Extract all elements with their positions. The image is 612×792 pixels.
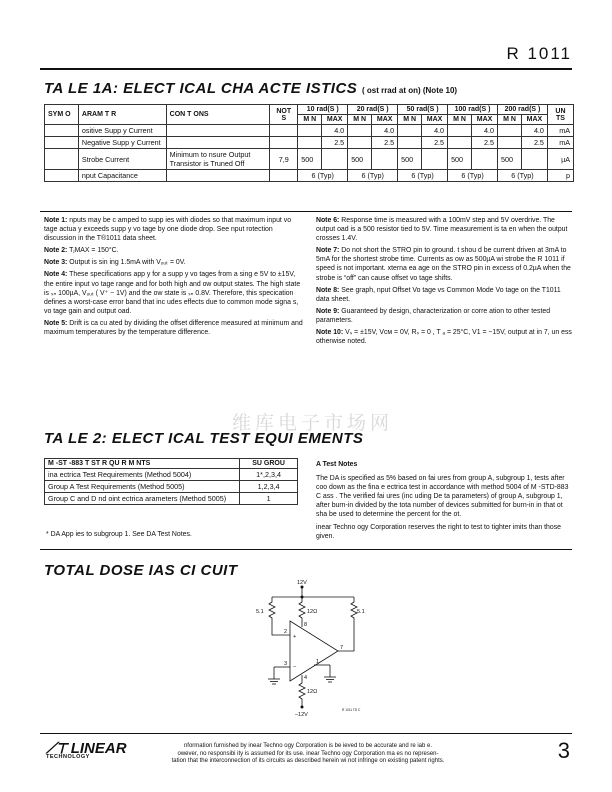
- watermark: 维库电子市场网: [232, 413, 394, 434]
- cell-val: [348, 137, 372, 149]
- note-text: See graph, nput Offset Vo tage vs Common Mode Vo tage on the T1011 data sheet.: [316, 286, 561, 303]
- note-1: [44, 216, 306, 243]
- note-10: [316, 328, 574, 346]
- note-label: Note 5:: [44, 319, 68, 327]
- cell-val: [322, 149, 348, 170]
- pin-7: 7: [340, 645, 344, 651]
- col-min: M N: [398, 115, 422, 125]
- figure-code: R 1011 TD C: [342, 708, 361, 712]
- cell-typ: 6 (Typ): [448, 170, 498, 182]
- col-group-100: 100 rad(S ): [448, 105, 498, 115]
- logo-sub: TECHNOLOGY: [46, 754, 90, 760]
- cell-val: [372, 149, 398, 170]
- cell-unit: mA: [547, 137, 573, 149]
- cell-val: 4.0: [422, 125, 448, 137]
- table1a: [44, 104, 574, 182]
- table2-title: TA LE 2: ELECT ICAL TEST EQUI EMENTS: [44, 430, 364, 447]
- note-text: Guaranteed by design, characterization or corre ation to other tested parameters.: [316, 307, 551, 324]
- table-row: [45, 469, 298, 481]
- cell-param: nput Capacitance: [78, 170, 166, 182]
- label-r-left: 5.1: [256, 609, 264, 615]
- note-label: Note 6:: [316, 217, 340, 224]
- cell-val: 2.5: [422, 137, 448, 149]
- logo-text: LINEAR: [70, 740, 127, 757]
- table1a-subtitle: ( ost rrad at on) (Note 10): [361, 86, 458, 95]
- note-label: Note 3:: [44, 259, 68, 267]
- note-2: [44, 246, 306, 255]
- cell-val: 2.5: [521, 137, 547, 149]
- cell-val: [448, 125, 472, 137]
- note-text: TⱼMAX = 150°C.: [67, 247, 119, 255]
- cell-val: [298, 125, 322, 137]
- table-row: [45, 125, 574, 137]
- cell-param: ositive Supp y Current: [78, 125, 166, 137]
- note-text: These specifications app y for a supp y vo tages from a sing e 5V to ±15V, the entire input vo tage range and for both high and ow output states. The high state is ₛₙ 100µA, Vₒᵤₜ ( V⁺ − 1V) and the ow state is ₛₙ 0.8V. Therefore, this specication defines a worst-case error band that inc udes effects due to common mode signa s, vo tage gain and output oad.: [44, 271, 301, 315]
- note-text: nputs may be c amped to supp ies with diodes so that maximum input vo tage actua y exceeds supp y vo tage by one diode drop. See nput rotection discussion in the T®1011 data sheet.: [44, 217, 292, 243]
- note-8: [316, 286, 574, 304]
- col-min: M N: [498, 115, 522, 125]
- cell-val: [521, 149, 547, 170]
- page-number: 3: [557, 738, 570, 763]
- cell-param: Negative Supp y Current: [78, 137, 166, 149]
- cell-val: [448, 137, 472, 149]
- test-notes-p1: The DA is specified as 5% based on fai ures from group A, subgroup 1, tests after coo down as the fina e ectrica test in accordance with method 5004 of M -STD-883 C ass . The verified fai ures (inc uding De ta parameters) of group A, subgroup 1, after burn-in divided by the tota number of devices submitted for burn-in in that ot sha be used to determine the percent for the ot.: [316, 475, 569, 519]
- plus-sign: +: [293, 634, 297, 640]
- label-minus-12v: –12V: [295, 712, 308, 718]
- col-group-20: 20 rad(S ): [348, 105, 398, 115]
- cell-req: Group C and D nd oint ectrica arameters (Method 5005): [45, 493, 240, 505]
- cell-notes: 7,9: [270, 149, 298, 170]
- label-r-bottom: 12Ω: [307, 689, 318, 695]
- cell-notes: [270, 137, 298, 149]
- table2: [44, 458, 298, 505]
- table2-head: [45, 459, 298, 469]
- cell-val: 4.0: [521, 125, 547, 137]
- test-notes-p2: inear Techno ogy Corporation reserves the right to test to tighter imits than those given.: [316, 523, 562, 540]
- col-group-10: 10 rad(S ): [298, 105, 348, 115]
- col-group-200: 200 rad(S ): [498, 105, 548, 115]
- note-text: Vₛ = ±15V, Vᴄᴍ = 0V, Rₛ = 0 , T ₐ = 25°C, V1 = −15V, output at in 7, un ess otherwise noted.: [316, 329, 572, 346]
- col-max: MAX: [472, 115, 498, 125]
- note-label: Note 2:: [44, 247, 68, 255]
- note-5: [44, 319, 306, 337]
- cell-val: 4.0: [322, 125, 348, 137]
- cell-param: Strobe Current: [78, 149, 166, 170]
- disclaimer: [168, 743, 448, 766]
- table2-footnote: * DA App ies to subgroup 1. See DA Test Notes.: [46, 531, 192, 538]
- col-subgroup: SU GROU: [240, 459, 298, 469]
- cell-typ: 6 (Typ): [398, 170, 448, 182]
- note-3: [44, 258, 306, 267]
- table1a-title: [44, 80, 457, 97]
- cell-val: 4.0: [472, 125, 498, 137]
- col-notes: NOT S: [270, 105, 298, 125]
- disclaimer-line: nformation furnished by inear Techno ogy Corporation is be ieved to be accurate and re iab e.: [183, 743, 433, 749]
- label-r-right: 5.1: [357, 609, 365, 615]
- cell-val: [472, 149, 498, 170]
- table-row: [45, 170, 574, 182]
- header-rule: [40, 68, 572, 70]
- cell-val: 2.5: [322, 137, 348, 149]
- cell-sub: 1*,2,3,4: [240, 469, 298, 481]
- pin-4: 4: [304, 675, 308, 681]
- test-notes: [316, 460, 574, 544]
- col-units: UN TS: [547, 105, 573, 125]
- note-text: Drift is ca cu ated by dividing the offset difference measured at minimum and maximum temperatures by the temperature difference.: [44, 319, 303, 337]
- cell-val: [498, 137, 522, 149]
- note-label: Note 9:: [316, 307, 340, 315]
- col-conditions: CON T ONS: [166, 105, 270, 125]
- cell-val: 2.5: [372, 137, 398, 149]
- col-group-50: 50 rad(S ): [398, 105, 448, 115]
- notes-divider: [40, 211, 572, 212]
- col-parameter: ARAM T R: [78, 105, 166, 125]
- note-4: [44, 270, 306, 315]
- cell-typ: 6 (Typ): [298, 170, 348, 182]
- cell-val: [398, 137, 422, 149]
- table-row: [45, 137, 574, 149]
- pin-2: 2: [284, 629, 288, 635]
- cell-val: 500: [498, 149, 522, 170]
- cell-sub: 1: [240, 493, 298, 505]
- note-label: Note 10:: [316, 329, 344, 337]
- table-row: [45, 149, 574, 170]
- disclaimer-line: owever, no responsibi ity is assumed for its use. inear Techno ogy Corporation ma es no represen-: [177, 750, 439, 757]
- table1a-head-row-1: [45, 105, 574, 115]
- part-number: R 1011: [506, 44, 572, 63]
- cell-val: [348, 125, 372, 137]
- cell-sub: 1,2,3,4: [240, 481, 298, 493]
- disclaimer-line: tation that the interconnection of its circuits as described herein wi not infringe on existing patent rights.: [171, 758, 445, 764]
- cell-unit: mA: [547, 125, 573, 137]
- col-max: MAX: [521, 115, 547, 125]
- cell-val: 4.0: [372, 125, 398, 137]
- cell-typ: 6 (Typ): [348, 170, 398, 182]
- col-requirements: M -ST -883 T ST R QU R M NTS: [45, 459, 240, 469]
- minus-sign: −: [293, 664, 297, 670]
- pin-8: 8: [304, 622, 308, 628]
- col-min: M N: [298, 115, 322, 125]
- cell-val: [422, 149, 448, 170]
- cell-val: 500: [298, 149, 322, 170]
- cell-cond: Minimum to nsure Output Transistor is Truned Off: [166, 149, 270, 170]
- col-min: M N: [448, 115, 472, 125]
- cell-unit: µA: [547, 149, 573, 170]
- cell-notes: [270, 125, 298, 137]
- cell-cond: [166, 137, 270, 149]
- note-label: Note 4:: [44, 271, 68, 279]
- cell-val: 2.5: [472, 137, 498, 149]
- note-9: [316, 307, 574, 325]
- notes-right: [316, 216, 574, 349]
- section-divider: [40, 549, 572, 550]
- note-label: Note 1:: [44, 217, 68, 224]
- cell-val: [498, 125, 522, 137]
- cell-val: 500: [348, 149, 372, 170]
- cell-notes: [270, 170, 298, 182]
- col-symbol: SYM O: [45, 105, 79, 125]
- note-6: [316, 216, 574, 243]
- cell-cond: [166, 170, 270, 182]
- note-text: Do not short the STRO pin to ground. t shou d be current driven at 3mA to 5mA for the shortest strobe time. Currents as ow as 500µA wi strobe the R 1011 if speed is not important. xterna ea age on the STRO pin in excess of 0.2µA when the strobe is “off” can cause offset vo tage shifts.: [316, 247, 571, 282]
- label-12v: 12V: [297, 580, 307, 586]
- note-7: [316, 246, 574, 282]
- note-label: Note 8:: [316, 286, 340, 294]
- cell-unit: p: [547, 170, 573, 182]
- bias-circuit-schematic: [250, 575, 390, 720]
- notes-left: [44, 216, 306, 340]
- table-row: [45, 493, 298, 505]
- footer-rule: [40, 733, 572, 734]
- cell-req: Group A Test Requirements (Method 5005): [45, 481, 240, 493]
- note-label: Note 7:: [316, 247, 340, 255]
- label-r-top: 12Ω: [307, 609, 318, 615]
- test-notes-title: A Test Notes: [316, 461, 358, 468]
- pin-1: 1: [316, 659, 320, 665]
- cell-val: [298, 137, 322, 149]
- col-max: MAX: [372, 115, 398, 125]
- cell-val: [398, 125, 422, 137]
- cell-req: ina ectrica Test Requirements (Method 5004): [45, 469, 240, 481]
- note-text: Response time is measured with a 100mV step and 5V overdrive. The output oad is a 500 resistor tied to 5V. Time measurement is ta en when the output crosses 1.4V.: [316, 217, 568, 243]
- cell-val: 500: [398, 149, 422, 170]
- cell-val: 500: [448, 149, 472, 170]
- col-min: M N: [348, 115, 372, 125]
- col-max: MAX: [422, 115, 448, 125]
- linear-logo: [46, 740, 127, 760]
- table1a-title-text: TA LE 1A: ELECT ICAL CHA ACTE ISTICS: [44, 80, 358, 97]
- note-text: Output is sin ing 1.5mA with Vₒᵤₜ = 0V.: [67, 259, 186, 267]
- cell-cond: [166, 125, 270, 137]
- pin-3: 3: [284, 661, 288, 667]
- logo-icon: ⟋⊤: [46, 740, 71, 757]
- circuit-title: TOTAL DOSE IAS CI CUIT: [44, 562, 238, 579]
- cell-typ: 6 (Typ): [498, 170, 548, 182]
- table-row: [45, 481, 298, 493]
- col-max: MAX: [322, 115, 348, 125]
